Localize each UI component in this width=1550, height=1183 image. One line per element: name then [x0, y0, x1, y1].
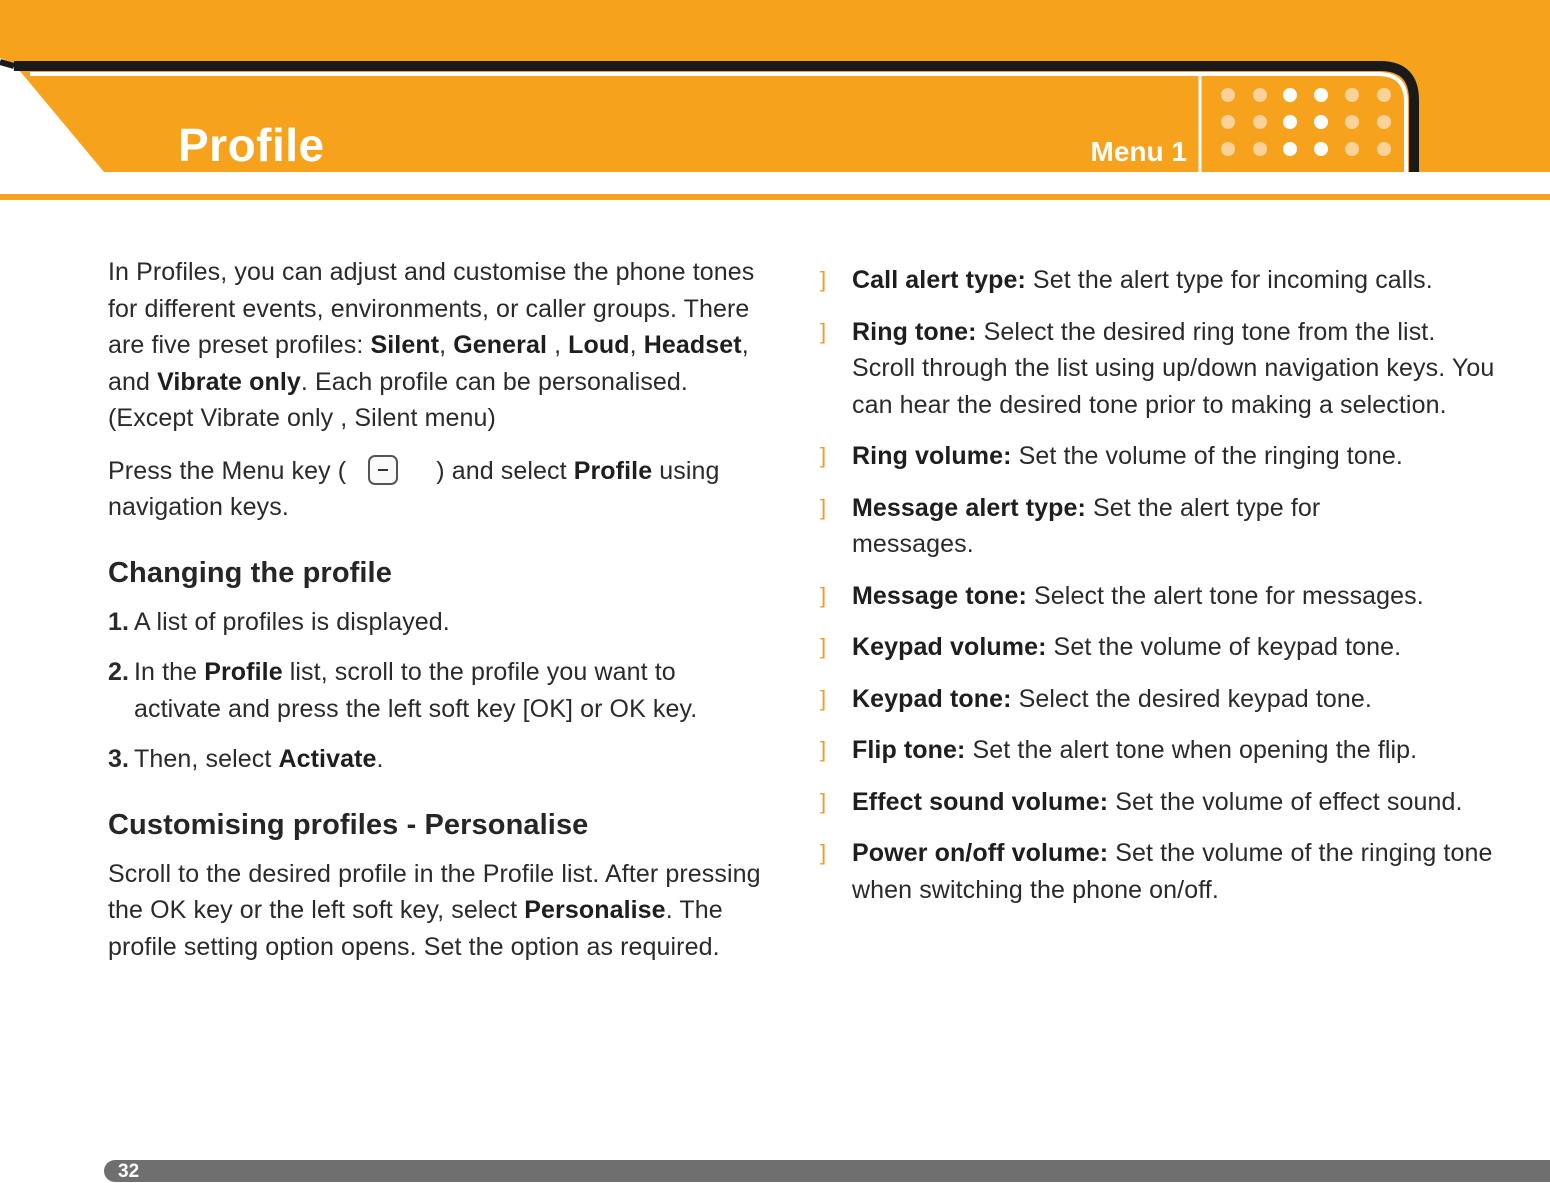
bullet-icon: ]: [820, 634, 827, 659]
setting-item-keypad-tone: ] Keypad tone: Select the desired keypad tone.: [820, 681, 1500, 718]
page-number: 32: [118, 1161, 140, 1182]
setting-item-message-alert-type: ] Message alert type: Set the alert type for messages.: [820, 490, 1372, 563]
setting-item-call-alert-type: ] Call alert type: Set the alert type for incoming calls.: [820, 262, 1500, 299]
press-menu-paragraph: Press the Menu key ( ) and select Profile using navigation keys.: [108, 456, 720, 521]
setting-item-flip-tone: ] Flip tone: Set the alert tone when opening the flip.: [820, 732, 1500, 769]
setting-item-power-on-off-volume: ] Power on/off volume: Set the volume of the ringing tone when switching the phone on/off.: [820, 835, 1500, 908]
page-title: Profile: [178, 119, 325, 171]
bullet-icon: ]: [820, 443, 827, 468]
setting-item-ring-tone: ] Ring tone: Select the desired ring tone from the list. Scroll through the list using up/down navigation keys. You can hear the desired tone prior to making a selection.: [820, 314, 1500, 424]
bullet-icon: ]: [820, 318, 827, 344]
bullet-icon: ]: [820, 840, 827, 865]
bullet-icon: ]: [820, 788, 827, 814]
menu-soft-key-icon: [368, 455, 398, 485]
right-column: [820, 262, 1500, 923]
intro-paragraph: In Profiles, you can adjust and customise the phone tones for different events, environments, or caller groups. There are five preset profiles: Silent, General , Loud, Headset, and Vibrate only. Each profile can be personalised. (Except Vibrate only , Silent menu): [108, 258, 755, 432]
footer-bar: [104, 1160, 1550, 1182]
bullet-icon: ]: [820, 582, 827, 608]
step-item: 1. A list of profiles is displayed.: [108, 607, 450, 636]
setting-item-ring-volume: ] Ring volume: Set the volume of the ringing tone.: [820, 438, 1500, 475]
customising-profiles-heading: Customising profiles - Personalise: [108, 808, 589, 841]
setting-item-message-tone: ] Message tone: Select the alert tone for messages.: [820, 578, 1500, 615]
step-item: 2. In the Profile list, scroll to the profile you want to activate and press the left soft key [OK] or OK key.: [108, 658, 698, 723]
menu-label: Menu 1: [1090, 136, 1187, 167]
setting-item-effect-sound-volume: ] Effect sound volume: Set the volume of effect sound.: [820, 784, 1500, 821]
bullet-icon: ]: [820, 267, 827, 292]
bullet-icon: ]: [820, 685, 827, 711]
step-item: 3. Then, select Activate.: [108, 745, 384, 773]
header-banner: [0, 0, 1550, 205]
bullet-icon: ]: [820, 737, 827, 762]
left-column: [108, 254, 768, 981]
changing-profile-heading: Changing the profile: [108, 556, 392, 589]
customising-paragraph: Scroll to the desired profile in the Profile list. After pressing the OK key or the left soft key, select Personalise. The profile setting option opens. Set the option as required.: [108, 859, 761, 961]
setting-item-keypad-volume: ] Keypad volume: Set the volume of keypad tone.: [820, 629, 1500, 666]
bullet-icon: ]: [820, 494, 827, 520]
